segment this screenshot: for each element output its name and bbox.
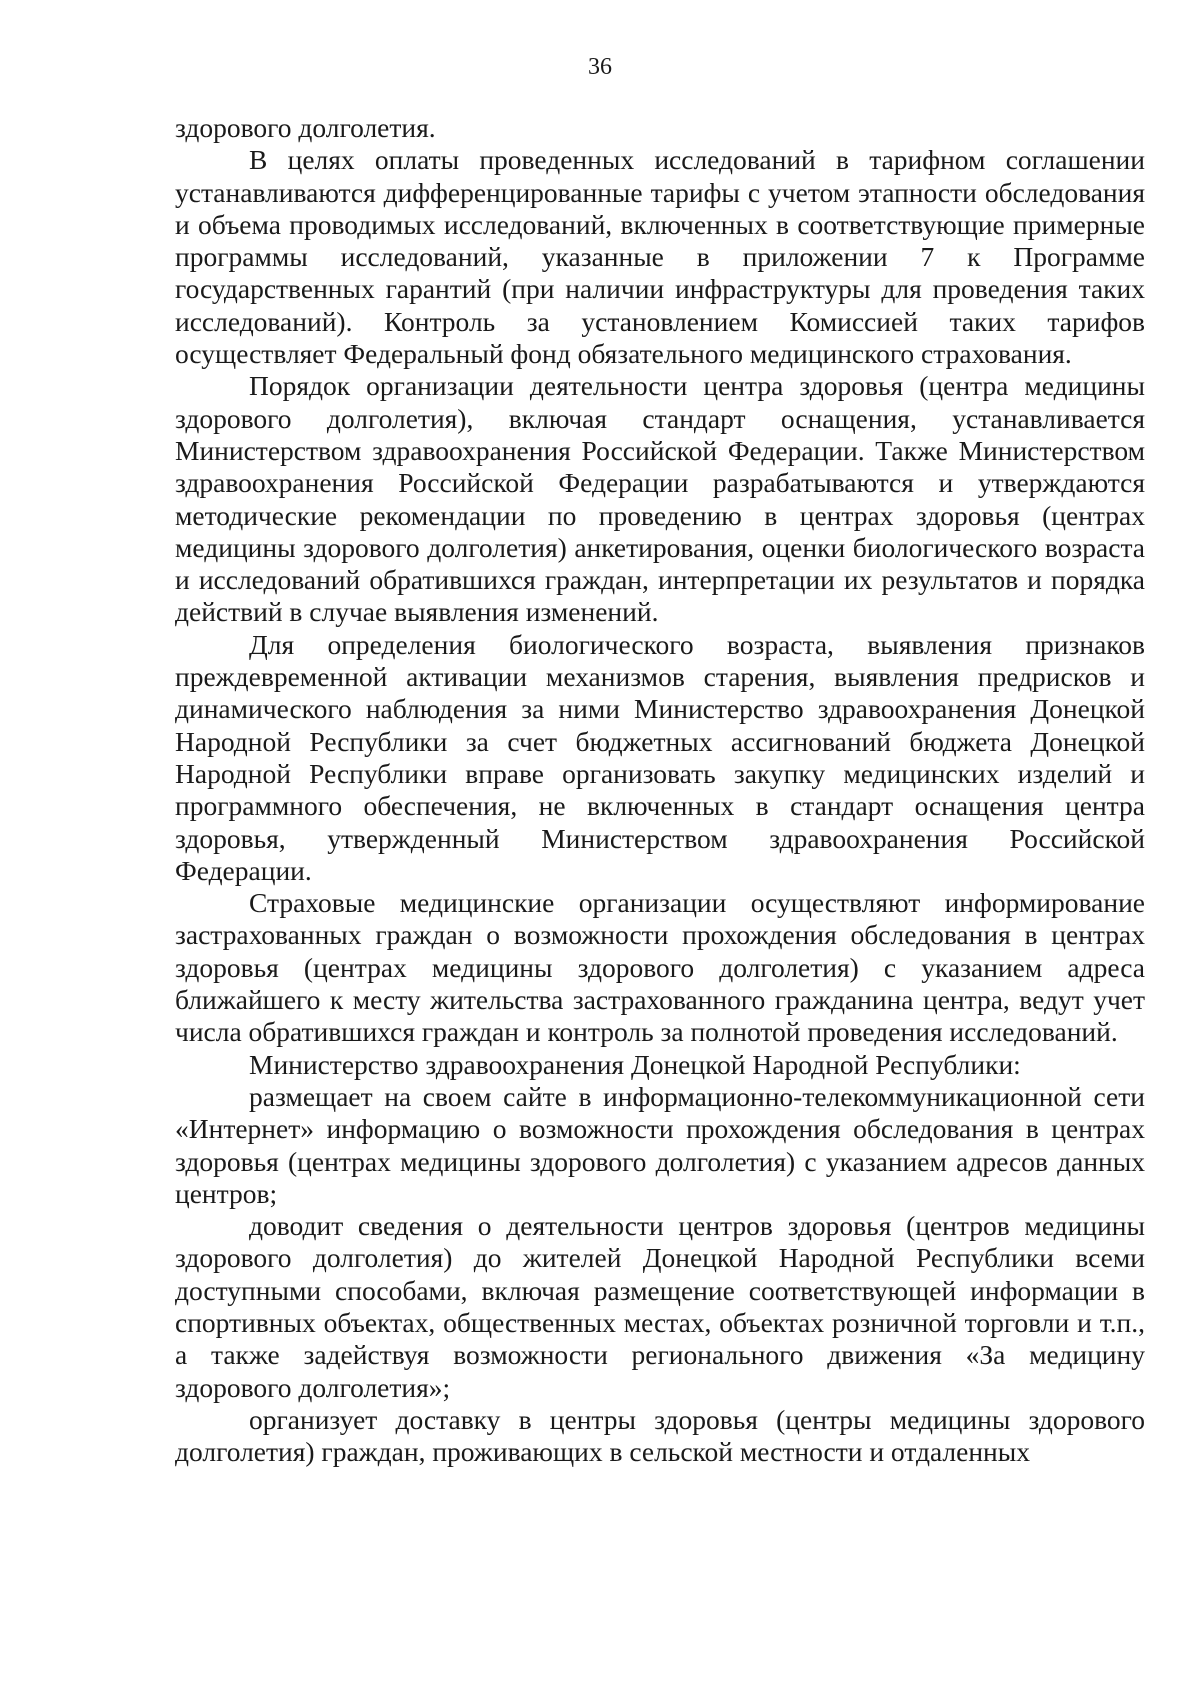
paragraph-insurance-organizations: Страховые медицинские организации осуществляют информирование застрахованных граждан о возможности прохождения обследования в центрах здоровья (центрах медицины здорового долголетия) с указанием адреса ближайшего к месту жительства застрахованного гражданина центра, ведут учет числа обратившихся граждан и контроль за полнотой проведения исследований. bbox=[175, 887, 1145, 1048]
paragraph-continuation: здорового долголетия. bbox=[175, 112, 436, 143]
paragraph-organization-order: Порядок организации деятельности центра здоровья (центра медицины здорового долголетия), включая стандарт оснащения, устанавливается Министерством здравоохранения Российской Федерации. Также Министерством здравоохранения Российской Федерации разрабатываются и утверждаются методические рекомендации по проведению в центрах здоровья (центрах медицины здорового долголетия) анкетирования, оценки биологического возраста и исследований обратившихся граждан, интерпретации их результатов и порядка действий в случае выявления изменений. bbox=[175, 370, 1145, 628]
paragraph-website-info: размещает на своем сайте в информационно-телекоммуникационной сети «Интернет» информацию о возможности прохождения обследования в центрах здоровья (центрах медицины здорового долголетия) с указанием адресов данных центров; bbox=[175, 1080, 1145, 1209]
paragraph-delivery: организует доставку в центры здоровья (центры медицины здорового долголетия) граждан, проживающих в сельской местности и отдаленных bbox=[175, 1403, 1145, 1468]
document-body bbox=[175, 112, 1145, 1468]
paragraph-tariffs: В целях оплаты проведенных исследований в тарифном соглашении устанавливаются дифференцированные тарифы с учетом этапности обследования и объема проводимых исследований, включенных в соответствующие примерные программы исследований, указанные в приложении 7 к Программе государственных гарантий (при наличии инфраструктуры для проведения таких исследований). Контроль за установлением Комиссией таких тарифов осуществляет Федеральный фонд обязательного медицинского страхования. bbox=[175, 144, 1145, 370]
page-number: 36 bbox=[588, 54, 612, 80]
paragraph-ministry-heading: Министерство здравоохранения Донецкой Народной Республики: bbox=[249, 1048, 1021, 1080]
paragraph-informing-residents: доводит сведения о деятельности центров здоровья (центров медицины здорового долголетия) до жителей Донецкой Народной Республики всеми доступными способами, включая размещение соответствующей информации в спортивных объектах, общественных местах, объектах розничной торговли и т.п., а также задействуя возможности регионального движения «За медицину здорового долголетия»; bbox=[175, 1210, 1145, 1403]
paragraph-biological-age: Для определения биологического возраста, выявления признаков преждевременной активации механизмов старения, выявления предрисков и динамического наблюдения за ними Министерство здравоохранения Донецкой Народной Республики за счет бюджетных ассигнований бюджета Донецкой Народной Республики вправе организовать закупку медицинских изделий и программного обеспечения, не включенных в стандарт оснащения центра здоровья, утвержденный Министерством здравоохранения Российской Федерации. bbox=[175, 628, 1145, 886]
